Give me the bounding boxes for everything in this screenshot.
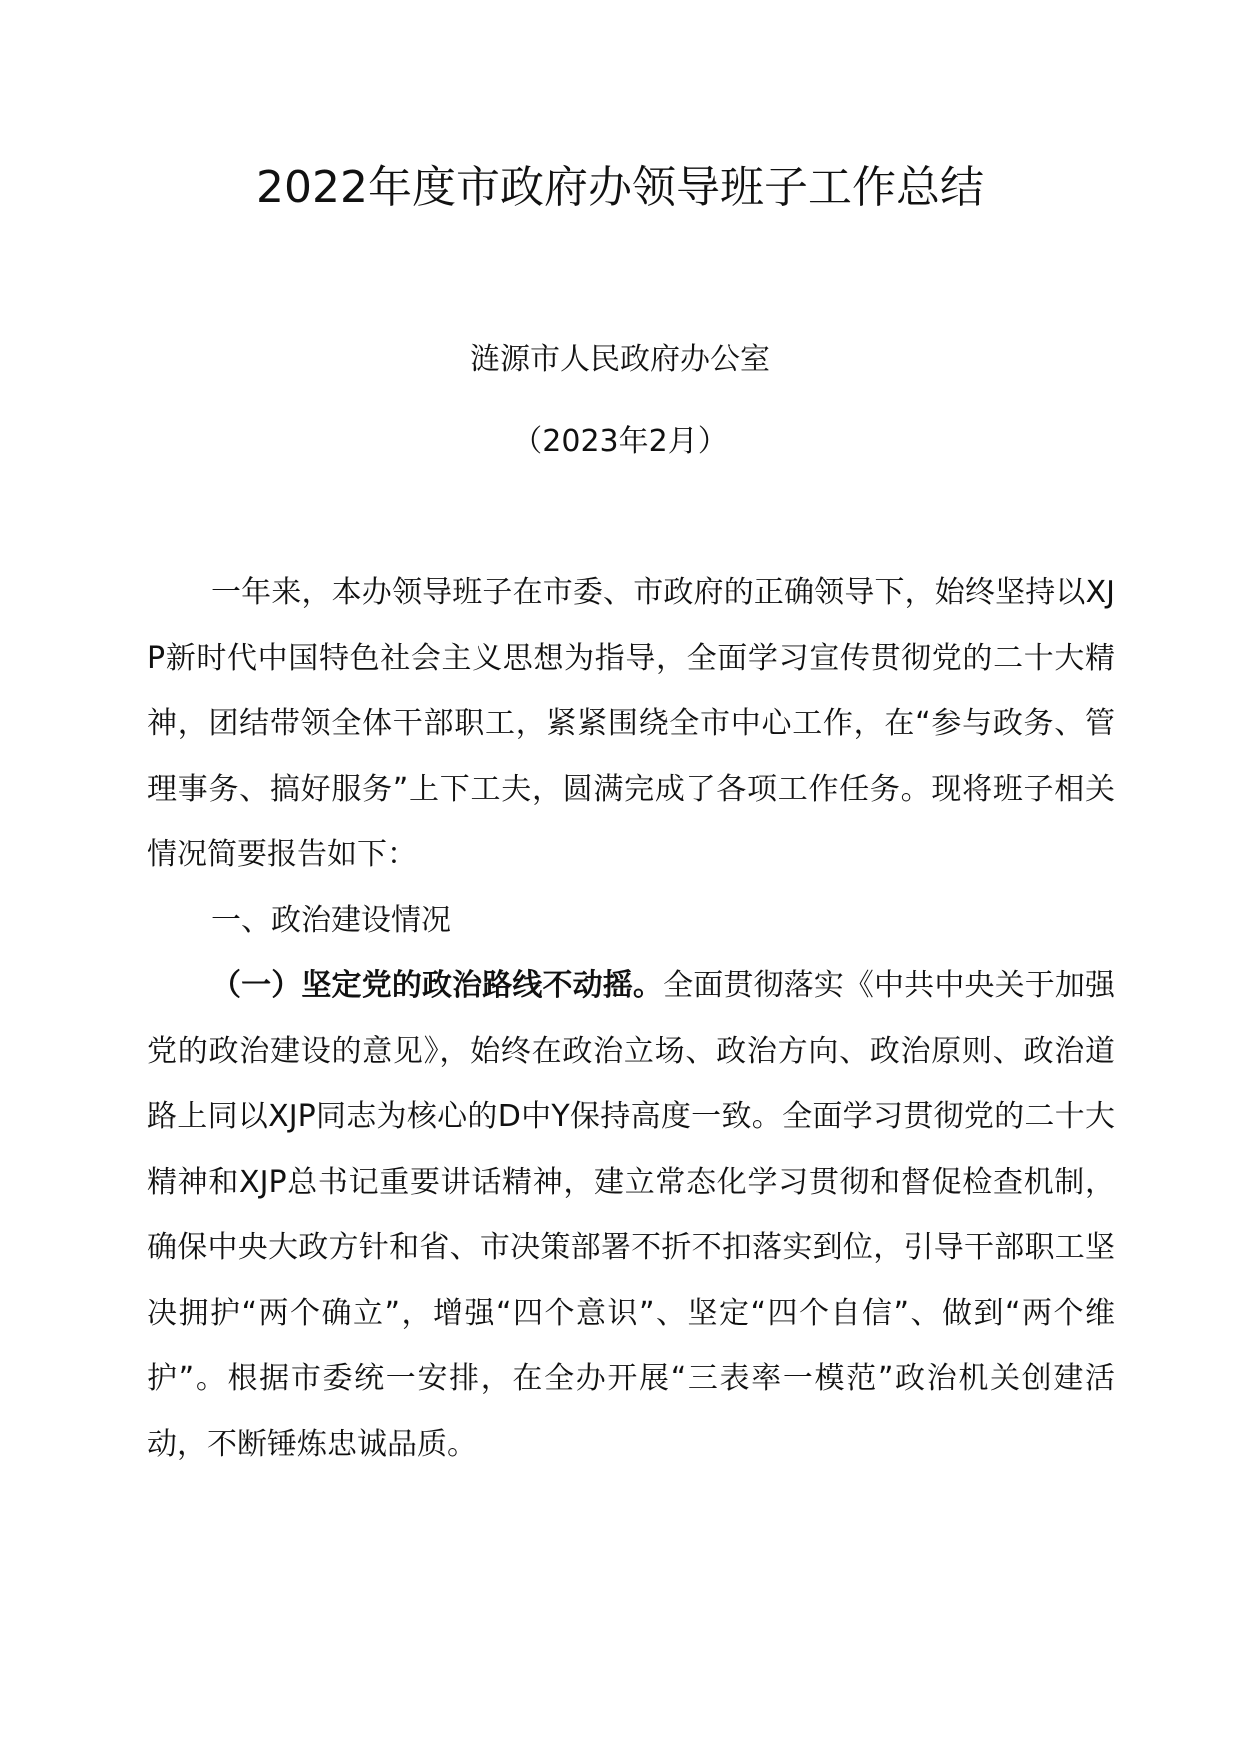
subsection-body: 全面贯彻落实《中共中央关于加强党的政治建设的意见》，始终在政治立场、政治方向、政治原则、政治道路上同以XJP同志为核心的D中Y保持高度一致。全面学习贯彻党的二十大精神和XJP总书记重要讲话精神，建立常态化学习贯彻和督促检查机制，确保中央大政方针和省、市决策部署不折不扣落实到位，引导干部职工坚决拥护“两个确立”，增强“四个意识”、坚定“四个自信”、做到“两个维护”。根据市委统一安排，在全办开展“三表率一模范”政治机关创建活动，不断锤炼忠诚品质。 [147, 968, 1116, 1462]
issuing-organization: 涟源市人民政府办公室 [470, 342, 770, 377]
intro-paragraph: 一年来，本办领导班子在市委、市政府的正确领导下，始终坚持以XJP新时代中国特色社会主义思想为指导，全面学习宣传贯彻党的二十大精神，团结带领全体干部职工，紧紧围绕全市中心工作，在“参与政务、管理事务、搞好服务”上下工夫，圆满完成了各项工作任务。现将班子相关情况简要报告如下： [147, 575, 1115, 872]
subsection-title: （一）坚定党的政治路线不动摇。 [211, 968, 664, 1003]
document-body [147, 560, 1115, 1477]
issue-date: （2023年2月） [512, 424, 728, 459]
document-title: 2022年度市政府办领导班子工作总结 [256, 162, 984, 213]
section-heading: 一、政治建设情况 [211, 902, 451, 938]
subsection-paragraph [147, 953, 1115, 1477]
